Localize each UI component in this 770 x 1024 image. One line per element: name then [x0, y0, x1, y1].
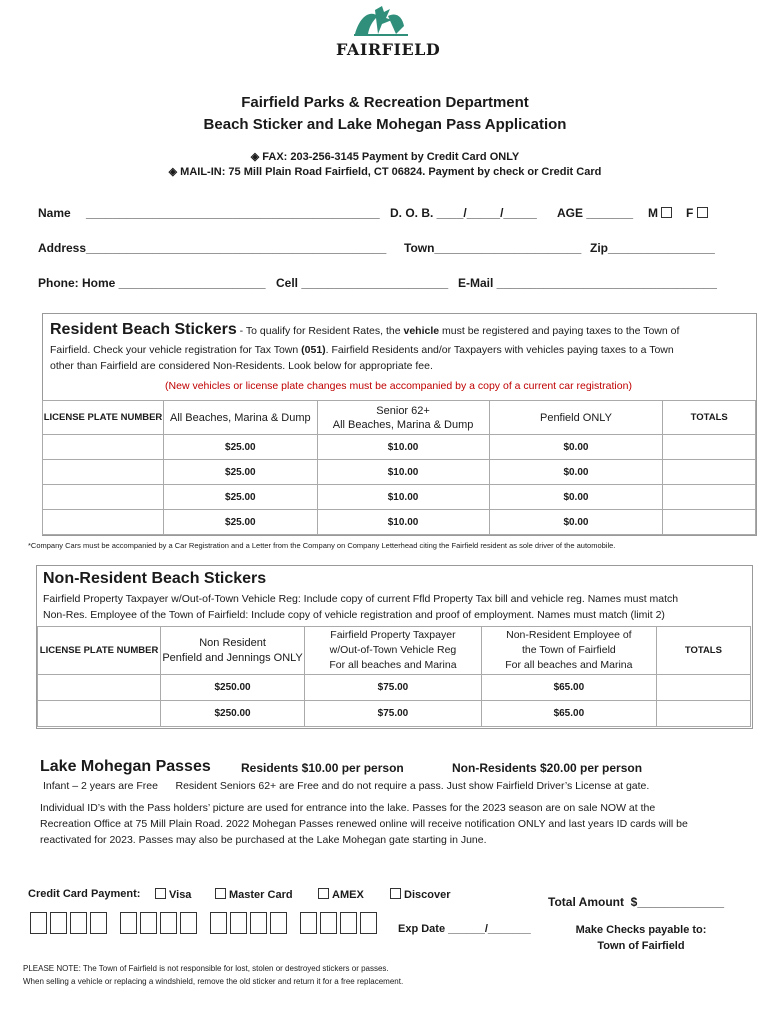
price-cell: $0.00: [489, 485, 663, 510]
total-input[interactable]: [656, 675, 750, 701]
amex-option[interactable]: AMEX: [318, 888, 364, 901]
price-cell: $10.00: [317, 510, 489, 535]
discover-option[interactable]: Discover: [390, 888, 450, 901]
checks-payable-label: Make Checks payable to:: [575, 924, 707, 936]
checkbox-icon[interactable]: [390, 888, 401, 899]
price-cell: $250.00: [161, 701, 305, 727]
name-label: Name: [38, 206, 71, 220]
price-cell: $75.00: [304, 701, 481, 727]
price-cell: $25.00: [164, 435, 318, 460]
price-cell: $0.00: [489, 460, 663, 485]
price-cell: $250.00: [161, 675, 305, 701]
total-input[interactable]: [663, 510, 756, 535]
price-cell: $10.00: [317, 485, 489, 510]
mohegan-nonresident-price: Non-Residents $20.00 per person: [452, 761, 643, 775]
price-cell: $25.00: [164, 510, 318, 535]
nonresident-desc-2: Non-Res. Employee of the Town of Fairfield: Include copy of vehicle registration and proof of employment. Names must match (limit 2): [43, 609, 665, 621]
resident-header: Resident Beach Stickers - To qualify for Resident Rates, the vehicle must be registered and paying taxes to the Town of: [50, 321, 680, 338]
col-employee: Non-Resident Employee of the Town of Fairfield For all beaches and Marina: [481, 627, 656, 675]
nonresident-title: Non-Resident Beach Stickers: [43, 570, 267, 587]
mastercard-option[interactable]: Master Card: [215, 888, 293, 901]
mail-line: ◈ MAIL-IN: 75 Mill Plain Road Fairfield, CT 06824. Payment by check or Credit Card: [168, 166, 602, 178]
price-cell: $75.00: [304, 675, 481, 701]
total-input[interactable]: [656, 701, 750, 727]
col-license-plate: LICENSE PLATE NUMBER: [43, 401, 164, 435]
age-field[interactable]: AGE _______: [557, 206, 634, 220]
mohegan-free-note: Infant – 2 years are Free Resident Seniors 62+ are Free and do not require a pass. Just show Fairfield Driver’s License at gate.: [43, 780, 650, 792]
email-field[interactable]: E-Mail _________________________________: [458, 276, 717, 290]
total-input[interactable]: [663, 485, 756, 510]
checks-payee: Town of Fairfield: [597, 940, 685, 952]
table-row: [43, 460, 756, 485]
col-senior: Senior 62+ All Beaches, Marina & Dump: [317, 401, 489, 435]
checkbox-icon[interactable]: [318, 888, 329, 899]
registration-note: (New vehicles or license plate changes must be accompanied by a copy of a current car registration): [165, 380, 632, 392]
col-non-resident: Non Resident Penfield and Jennings ONLY: [161, 627, 305, 675]
diamond-icon: ◈: [168, 166, 181, 178]
table-row: [43, 485, 756, 510]
price-cell: $25.00: [164, 485, 318, 510]
table-row: [43, 510, 756, 535]
resident-desc-3: other than Fairfield are considered Non-Residents. Look below for appropriate fee.: [50, 360, 433, 372]
form-title: Beach Sticker and Lake Mohegan Pass Application: [203, 116, 567, 133]
cell-phone-field[interactable]: Cell ______________________: [276, 276, 449, 290]
table-row: [38, 675, 751, 701]
resident-desc-2: Fairfield. Check your vehicle registration for Tax Town (051). Fairfield Residents and/or Taxpayers with vehicles paying taxes to a Town: [50, 344, 674, 356]
price-cell: $0.00: [489, 435, 663, 460]
fax-line: ◈ FAX: 203-256-3145 Payment by Credit Card ONLY: [250, 151, 520, 163]
visa-option[interactable]: Visa: [155, 888, 191, 901]
col-license-plate: LICENSE PLATE NUMBER: [38, 627, 161, 675]
price-cell: $10.00: [317, 460, 489, 485]
col-all-beaches: All Beaches, Marina & Dump: [164, 401, 318, 435]
replacement-note: When selling a vehicle or replacing a windshield, remove the old sticker and return it for a free replacement.: [23, 977, 404, 986]
diamond-icon: ◈: [250, 151, 263, 163]
liability-note: PLEASE NOTE: The Town of Fairfield is not responsible for lost, stolen or destroyed stickers or passes.: [23, 964, 389, 973]
checkbox-icon[interactable]: [697, 207, 708, 218]
resident-title: Resident Beach Stickers: [50, 321, 237, 338]
total-input[interactable]: [663, 460, 756, 485]
checkbox-icon[interactable]: [661, 207, 672, 218]
exp-date-field[interactable]: Exp Date ______/_______: [398, 923, 531, 935]
mohegan-info-3: reactivated for 2023. Passes may also be purchased at the Lake Mohegan gate starting in June.: [40, 834, 487, 846]
company-car-footnote: *Company Cars must be accompanied by a Car Registration and a Letter from the Company on Company Letterhead citing the Fairfield resident as sole driver of the automobile.: [28, 541, 616, 550]
plate-input[interactable]: [43, 435, 164, 460]
mohegan-info-2: Recreation Office at 75 Mill Plain Road. 2022 Mohegan Passes renewed online will receive notification ONLY and last years ID cards will be: [40, 818, 688, 830]
col-penfield: Penfield ONLY: [489, 401, 663, 435]
town-field[interactable]: Town______________________: [404, 241, 582, 255]
plate-input[interactable]: [38, 675, 161, 701]
nonresident-desc-1: Fairfield Property Taxpayer w/Out-of-Town Vehicle Reg: Include copy of current Ffld Property Tax bill and vehicle reg. Names must match: [43, 593, 679, 605]
table-row: [43, 435, 756, 460]
col-property-taxpayer: Fairfield Property Taxpayer w/Out-of-Town Vehicle Reg For all beaches and Marina: [304, 627, 481, 675]
checkbox-icon[interactable]: [155, 888, 166, 899]
address-field[interactable]: Address_____________________________________________: [38, 241, 387, 255]
table-row: [38, 701, 751, 727]
department-title: Fairfield Parks & Recreation Department: [241, 94, 529, 111]
plate-input[interactable]: [43, 460, 164, 485]
price-cell: $25.00: [164, 460, 318, 485]
sex-f-option[interactable]: F: [686, 206, 711, 220]
price-cell: $65.00: [481, 701, 656, 727]
credit-card-label: Credit Card Payment:: [28, 888, 141, 900]
nonresident-fee-table: [37, 626, 751, 727]
name-field[interactable]: ____________________________________________: [86, 206, 380, 220]
plate-input[interactable]: [43, 510, 164, 535]
checkbox-icon[interactable]: [215, 888, 226, 899]
price-cell: $65.00: [481, 675, 656, 701]
plate-input[interactable]: [38, 701, 161, 727]
sex-m-option[interactable]: M: [648, 206, 675, 220]
price-cell: $10.00: [317, 435, 489, 460]
dob-field[interactable]: D. O. B. ____/_____/_____: [390, 206, 537, 220]
logo-wordmark: FAIRFIELD: [336, 40, 441, 59]
col-totals: TOTALS: [656, 627, 750, 675]
col-totals: TOTALS: [663, 401, 756, 435]
zip-field[interactable]: Zip________________: [590, 241, 715, 255]
mohegan-info-1: Individual ID’s with the Pass holders’ picture are used for entrance into the lake. Passes for the 2023 season are on sale NOW at the: [40, 802, 656, 814]
home-phone-field[interactable]: Phone: Home ______________________: [38, 276, 266, 290]
total-input[interactable]: [663, 435, 756, 460]
total-amount-field[interactable]: Total Amount $_____________: [548, 895, 725, 909]
price-cell: $0.00: [489, 510, 663, 535]
mohegan-title: Lake Mohegan Passes: [40, 758, 211, 775]
card-number-boxes[interactable]: [30, 912, 390, 939]
plate-input[interactable]: [43, 485, 164, 510]
resident-fee-table: [42, 400, 756, 535]
mohegan-resident-price: Residents $10.00 per person: [241, 761, 404, 775]
town-logo: [330, 6, 440, 60]
